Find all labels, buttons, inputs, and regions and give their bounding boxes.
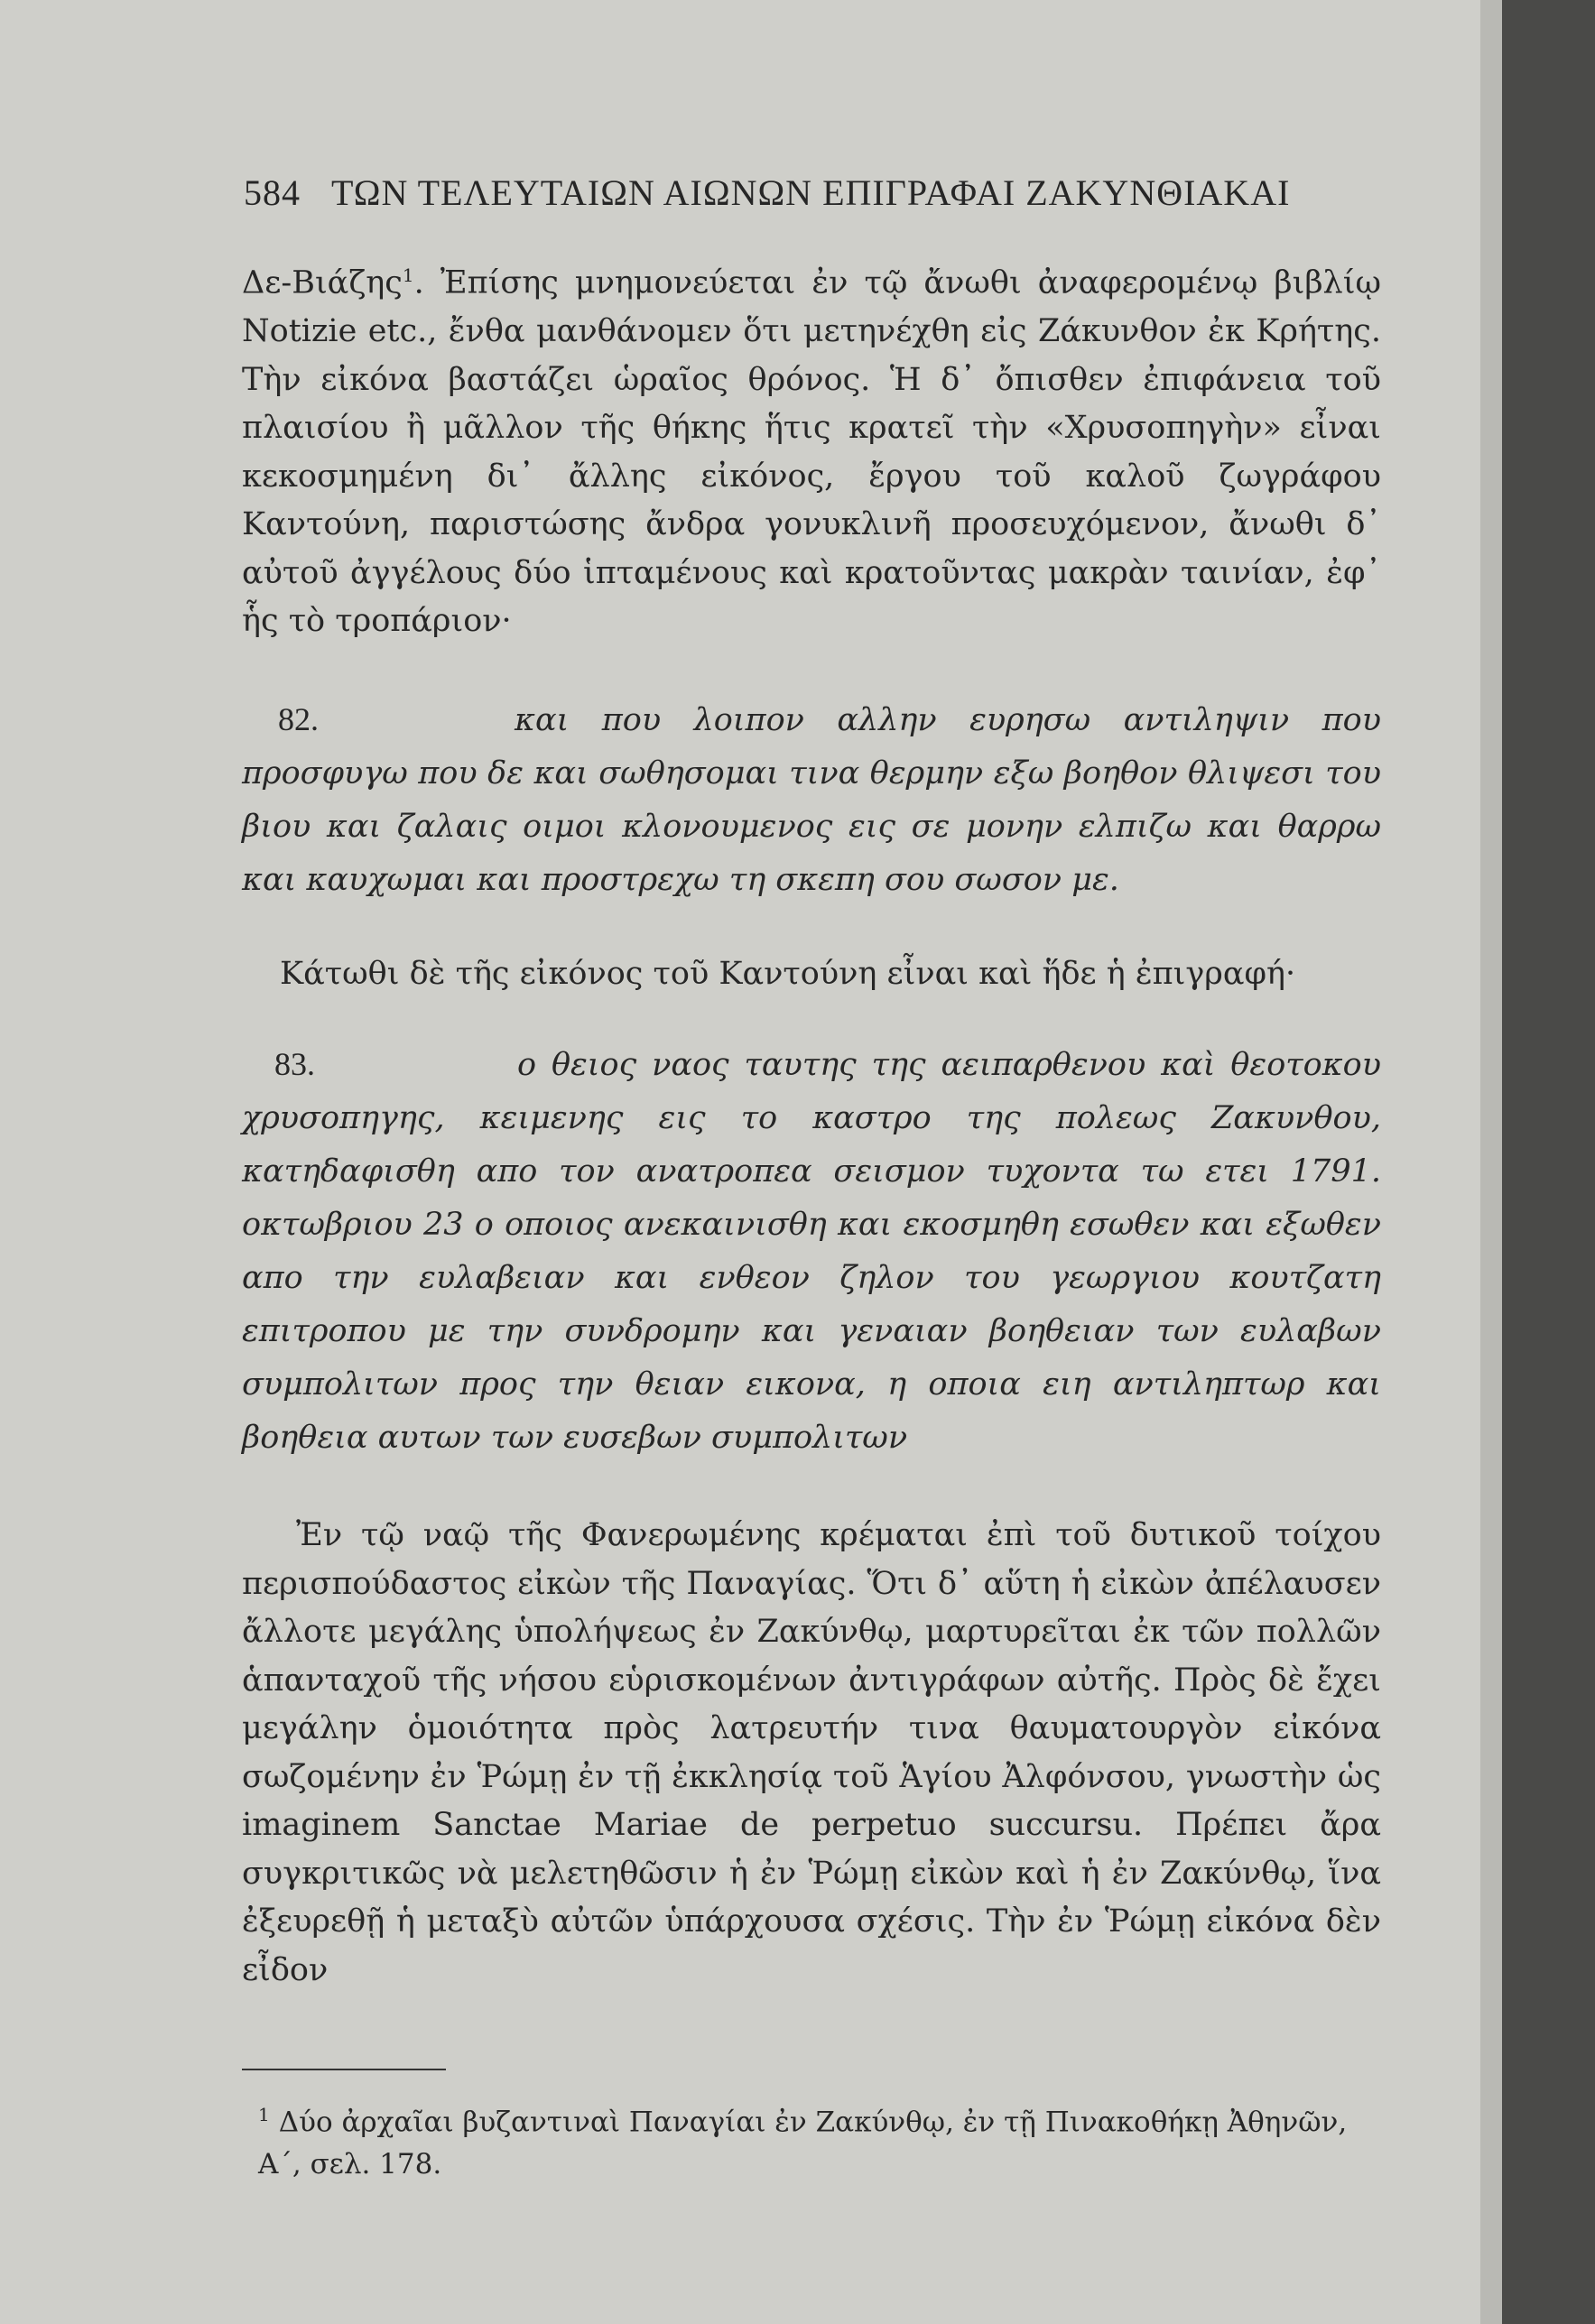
binding-gutter <box>1480 0 1502 2324</box>
inscription-text: και που λοιπον αλλην ευρησω αντιληψιν που προσφυγω που δε και σωθησομαι τινα θερμην εξω βοηθον θλιψεσι του βιου και ζαλαις οιμοι κλονουμενος εις σε μονην ελπιζω και θαρρω και καυχωμαι και προστρεχω τη σκεπη σου σωσον με. <box>242 701 1381 898</box>
running-title: ΤΩΝ ΤΕΛΕΥΤΑΙΩΝ ΑΙΩΝΩΝ ΕΠΙΓΡΑΦΑΙ ΖΑΚΥΝΘΙΑΚΑΙ <box>331 172 1291 213</box>
inscription-number: 83. <box>274 1046 315 1083</box>
scan-edge-shadow <box>1502 0 1595 2324</box>
paragraph-start-text: Δε-Βιάζης <box>242 264 403 301</box>
inscription-text: ο θειος ναος ταυτης της αειπαρθενου καὶ θεοτοκου χρυσοπηγης, κειμενης εις το καστρο της πολεως Ζακυνθου, κατηδαφισθη απο τον ανατροπεα σεισμον τυχοντα τω ετει 1791. οκτωβριου 23 ο οποιος ανεκαινισθη και εκοσμηθη εσωθεν και εξωθεν απο την ευλαβειαν και ενθεον ζηλον του γεωργιου κουτζατη επιτροπου με την συνδρομην και γεναιαν βοηθειαν των ευλαβων συμπολιτων προς την θειαν εικονα, η οποια ειη αντιληπτωρ και βοηθεια αυτων των ευσεβων συμπολιτων <box>242 1047 1381 1457</box>
footnote-text: Δύο ἀρχαῖαι βυζαντιναὶ Παναγίαι ἐν Ζακύνθῳ, ἐν τῇ Πινακοθήκῃ Ἀθηνῶν, Α΄, σελ. 178. <box>258 2106 1348 2181</box>
running-header <box>244 171 1381 214</box>
footnote-mark: 1 <box>258 2104 270 2126</box>
page-content <box>242 171 1381 2186</box>
paragraph-below-icon: Κάτωθι δὲ τῆς εἰκόνος τοῦ Καντούνη εἶναι καὶ ἥδε ἡ ἐπιγραφή· <box>280 955 1296 992</box>
paragraph-continued <box>242 252 1381 646</box>
paragraph-body-text: . Ἐπίσης μνημονεύεται ἐν τῷ ἄνωθι ἀναφερομένῳ βιβλίῳ Notizie etc., ἔνθα μανθάνομεν ὅτι μετηνέχθη εἰς Ζάκυνθον ἐκ Κρήτης. Τὴν εἰκόνα βαστάζει ὡραῖος θρόνος. Ἡ δ᾽ ὄπισθεν ἐπιφάνεια τοῦ πλαισίου ἢ μᾶλλον τῆς θήκης ἥτις κρατεῖ τὴν «Χρυσοπηγὴν» εἶναι κεκοσμημένη δι᾽ ἄλλης εἰκόνος, ἔργου τοῦ καλοῦ ζωγράφου Καντούνη, παριστώσης ἄνδρα γονυκλινῆ προσευχόμενον, ἄνωθι δ᾽ αὐτοῦ ἀγγέλους δύο ἱπταμένους καὶ κρατοῦντας μακρὰν ταινίαν, ἐφ᾽ ἧς τὸ τροπάριον· <box>242 264 1381 640</box>
paragraph-phaneromeni: Ἐν τῷ ναῷ τῆς Φανερωμένης κρέμαται ἐπὶ τοῦ δυτικοῦ τοίχου περισπούδαστος εἰκὼν τῆς Παναγίας. Ὅτι δ᾽ αὕτη ἡ εἰκὼν ἀπέλαυσεν ἄλλοτε μεγάλης ὑπολήψεως ἐν Ζακύνθῳ, μαρτυρεῖται ἐκ τῶν πολλῶν ἁπανταχοῦ τῆς νήσου εὑρισκομένων ἀντιγράφων αὐτῆς. Πρὸς δὲ ἔχει μεγάλην ὁμοιότητα πρὸς λατρευτήν τινα θαυματουργὸν εἰκόνα σωζομένην ἐν Ῥώμῃ ἐν τῇ ἐκκλησίᾳ τοῦ Ἁγίου Ἀλφόνσου, γνωστὴν ὡς imaginem Sanctae Mariae de perpetuo succursu. Πρέπει ἄρα συγκριτικῶς νὰ μελετηθῶσιν ἡ ἐν Ῥώμῃ εἰκὼν καὶ ἡ ἐν Ζακύνθῳ, ἵνα ἐξευρεθῇ ἡ μεταξὺ αὐτῶν ὑπάρχουσα σχέσις. Τὴν ἐν Ῥώμῃ εἰκόνα δὲν εἶδον <box>242 1517 1381 1988</box>
inscription-number: 82. <box>278 700 319 737</box>
inscription-82 <box>242 693 1381 907</box>
footnote-divider <box>242 2069 446 2070</box>
footnote <box>258 2094 1381 2186</box>
inscription-83 <box>242 1038 1381 1465</box>
page-number: 584 <box>244 172 301 213</box>
footnote-reference: 1 <box>402 264 414 286</box>
